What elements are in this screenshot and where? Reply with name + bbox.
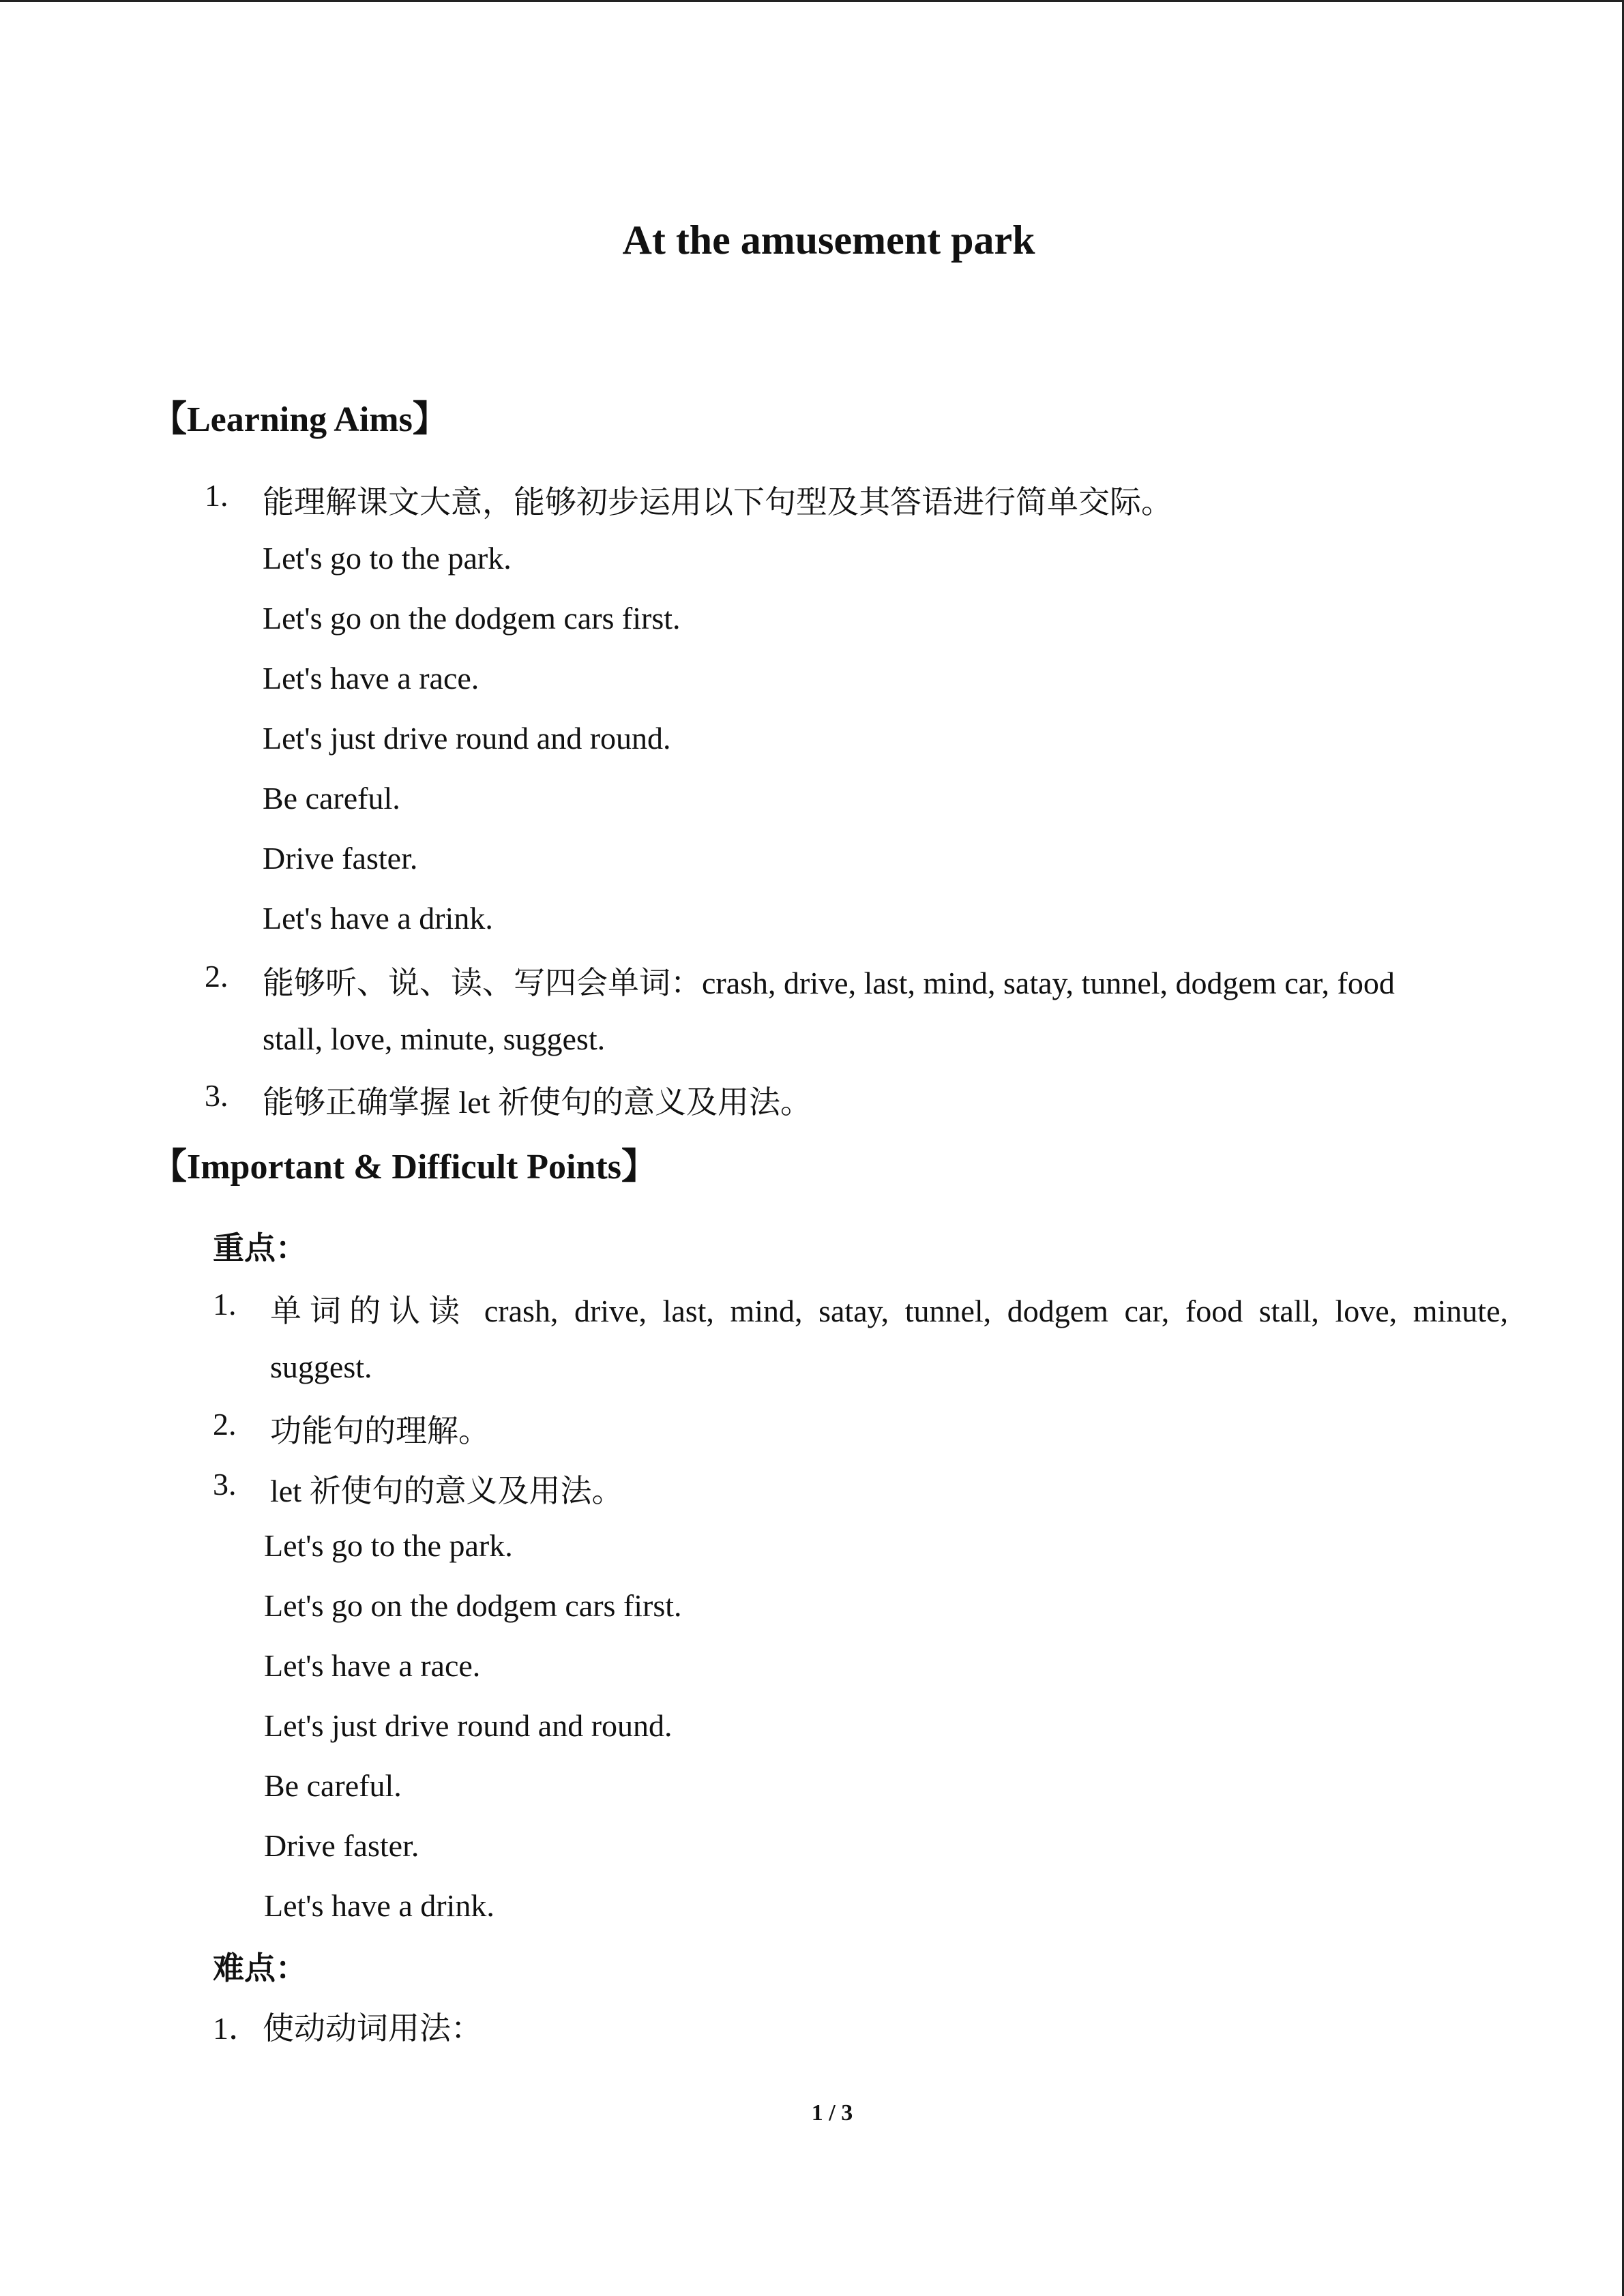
section-heading-important-difficult: 【Important & Difficult Points】	[151, 1148, 657, 1187]
key-1-text-line2: suggest.	[270, 1350, 372, 1384]
aim-1-text: 能理解课文大意，能够初步运用以下句型及其答语进行简单交际。	[263, 485, 1172, 520]
top-border	[0, 0, 1624, 2]
aim-3-number: 3.	[205, 1078, 228, 1113]
aim-1-number: 1.	[205, 478, 228, 513]
key-sentence: Let's go on the dodgem cars first.	[264, 1588, 682, 1623]
aim-sentence: Let's have a race.	[263, 661, 479, 696]
aim-3-text: 能够正确掌握 let 祈使句的意义及用法。	[263, 1085, 812, 1120]
key-sentence: Let's have a drink.	[264, 1888, 494, 1923]
key-sentence: Let's go to the park.	[264, 1528, 513, 1563]
difficult-1-number: 1．	[213, 2011, 260, 2046]
aim-2-number: 2.	[205, 959, 228, 994]
aim-2-text-line2: stall, love, minute, suggest.	[263, 1022, 606, 1056]
aim-2-text-line1: 能够听、说、读、写四会单词：crash, drive, last, mind, satay, tunnel, dodgem car, food	[263, 966, 1395, 1000]
page-number: 1 / 3	[811, 2100, 853, 2126]
section-heading-learning-aims: 【Learning Aims】	[151, 400, 448, 439]
difficult-1-text: 使动动词用法：	[263, 2011, 482, 2046]
key-points-label: 重点：	[213, 1231, 307, 1266]
key-sentence: Drive faster.	[264, 1828, 419, 1863]
key-1-text-line1: 单词的认读 crash, drive, last, mind, satay, tunnel, dodgem car, food stall, love, minute,	[270, 1294, 1508, 1328]
aim-sentence: Let's go to the park.	[263, 541, 512, 576]
difficult-points-label: 难点：	[213, 1951, 307, 1986]
document-title: At the amusement park	[622, 218, 1035, 263]
aim-sentence: Let's just drive round and round.	[263, 721, 671, 756]
aim-sentence: Drive faster.	[263, 841, 418, 876]
key-2-text: 功能句的理解。	[270, 1414, 490, 1448]
aim-sentence: Let's go on the dodgem cars first.	[263, 601, 681, 636]
key-3-text: let 祈使句的意义及用法。	[270, 1474, 623, 1508]
key-3-number: 3.	[213, 1467, 237, 1502]
key-1-number: 1.	[213, 1287, 237, 1322]
aim-sentence: Be careful.	[263, 781, 400, 816]
key-sentence: Let's just drive round and round.	[264, 1708, 673, 1743]
key-2-number: 2.	[213, 1407, 237, 1442]
key-sentence: Let's have a race.	[264, 1648, 481, 1683]
aim-sentence: Let's have a drink.	[263, 901, 493, 936]
key-sentence: Be careful.	[264, 1768, 402, 1803]
